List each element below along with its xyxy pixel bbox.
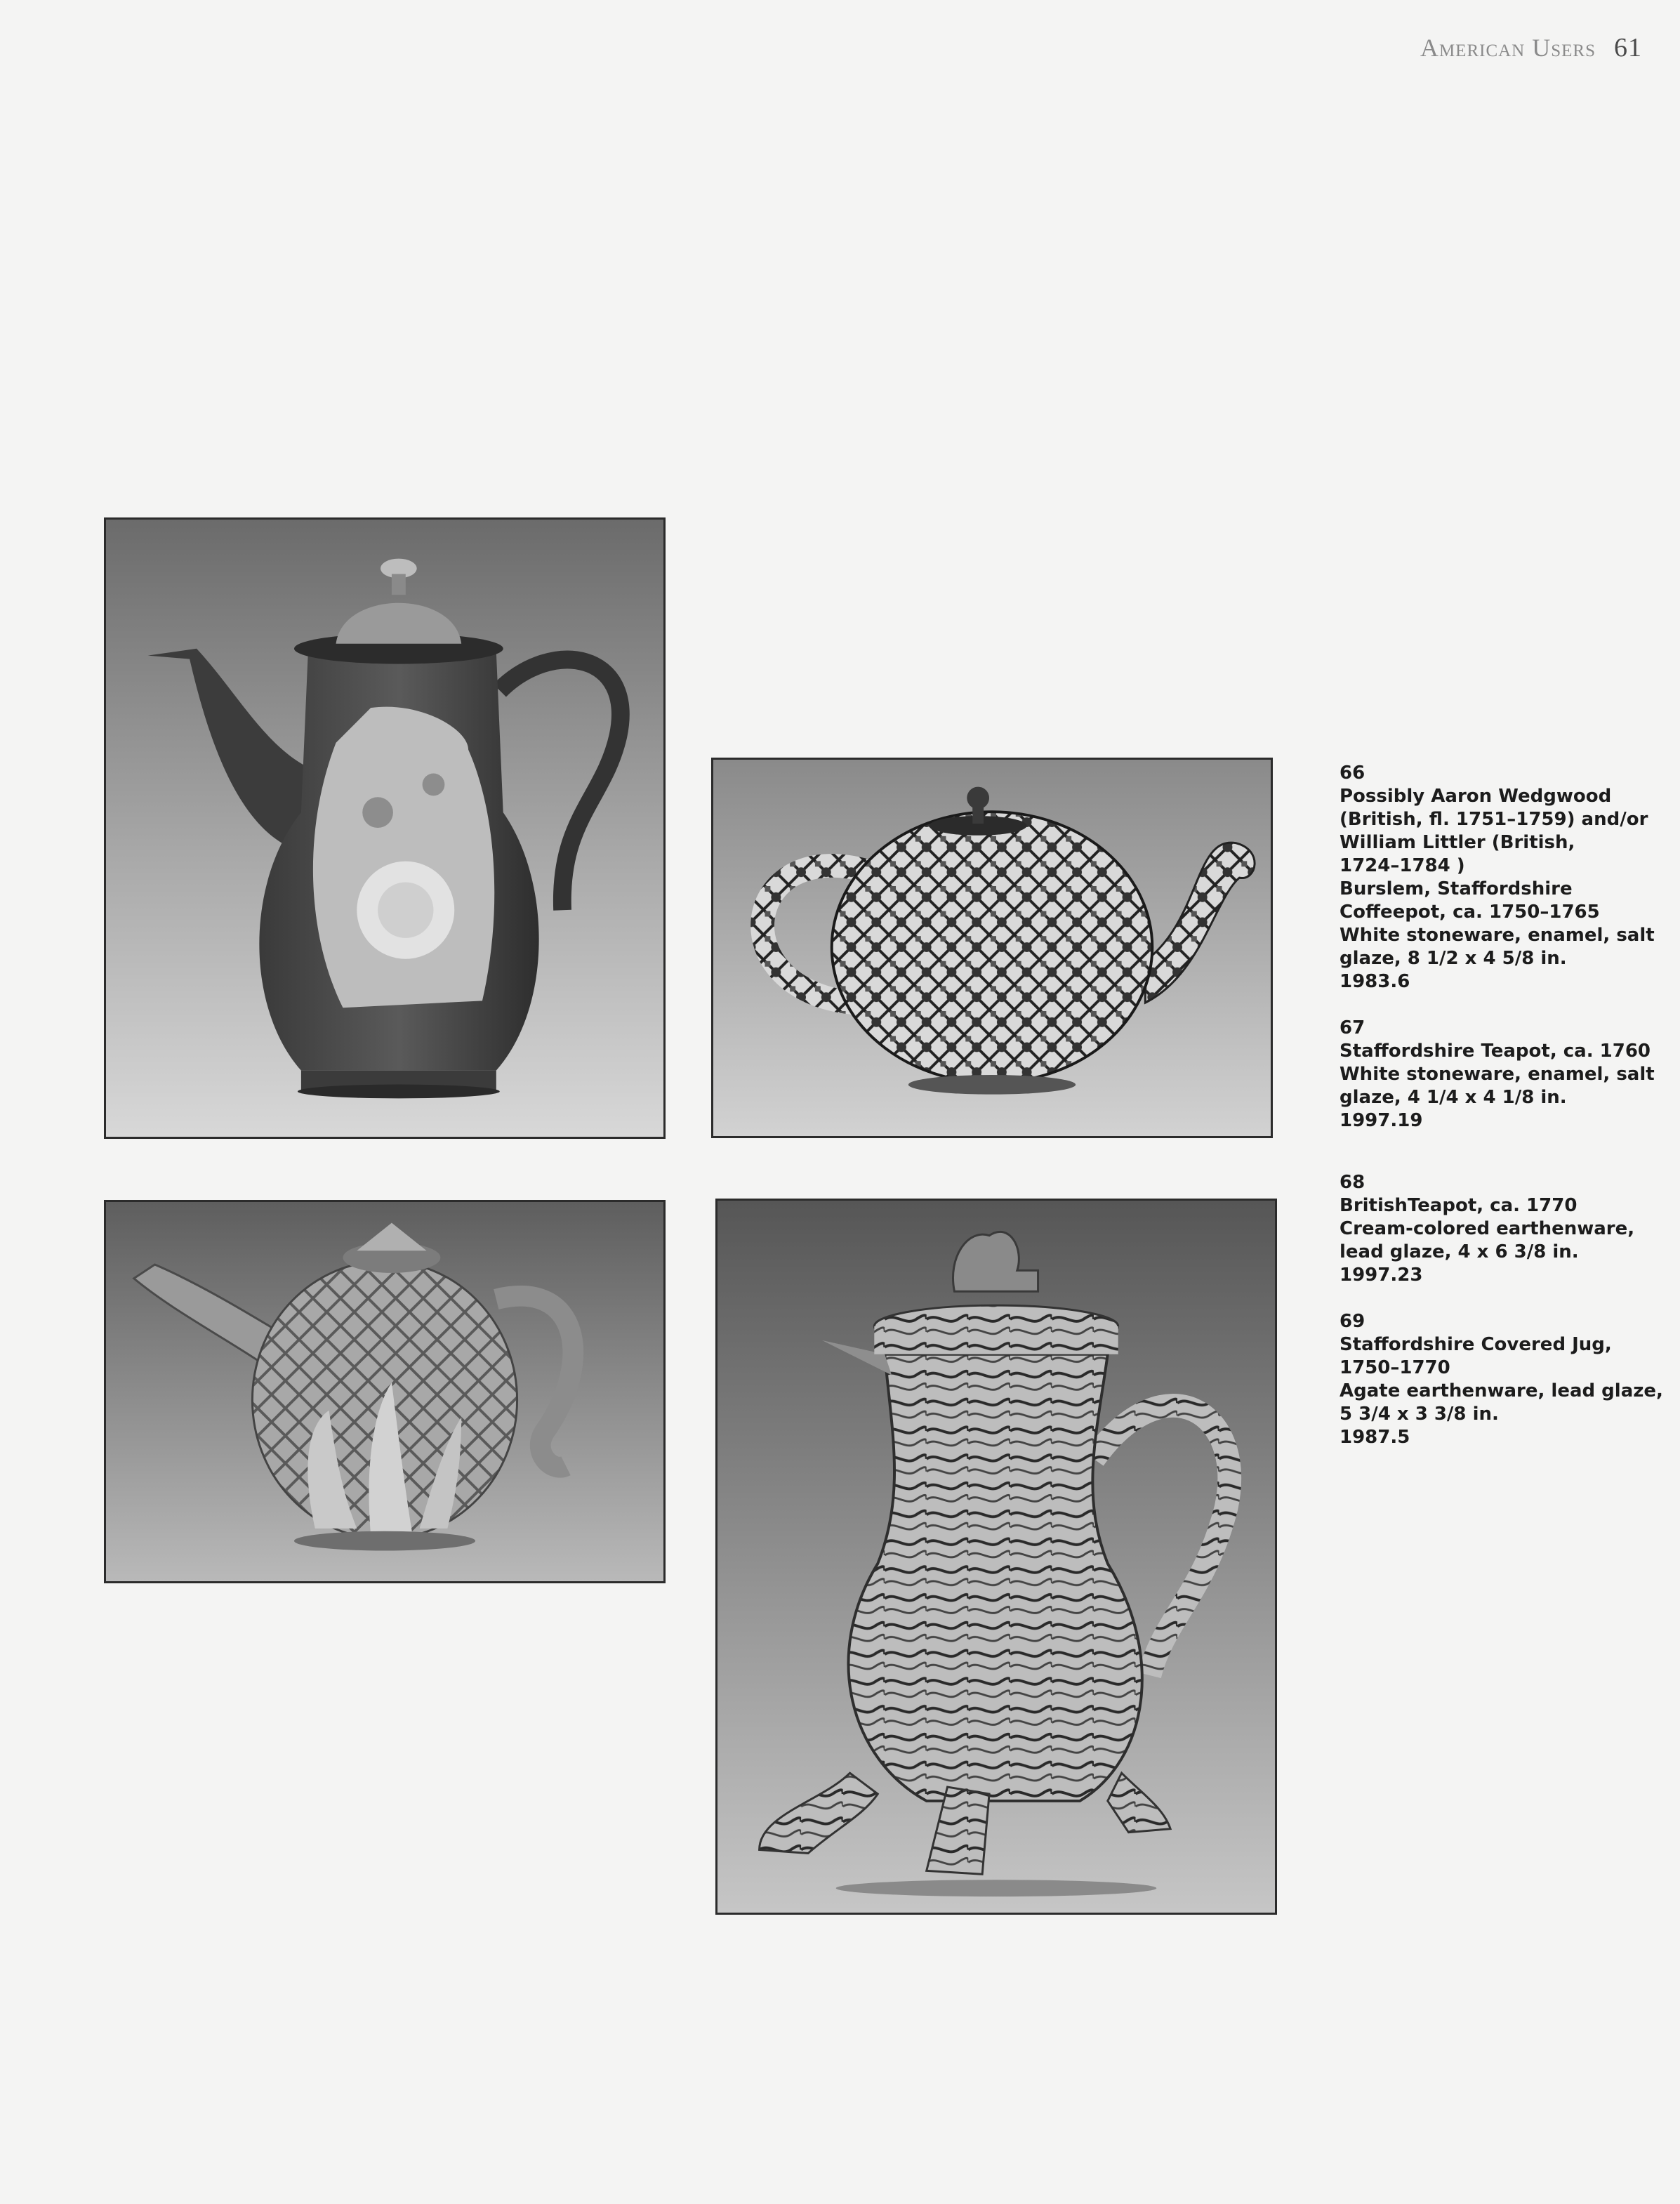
caption-line: glaze, 4 1/4 x 4 1/8 in. <box>1340 1087 1567 1108</box>
accession-number: 1997.23 <box>1340 1265 1423 1286</box>
caption-line: (British, fl. 1751–1759) and/or <box>1340 809 1648 830</box>
accession-number: 1983.6 <box>1340 971 1410 992</box>
catalog-number: 66 <box>1340 763 1365 784</box>
caption-line: lead glaze, 4 x 6 3/8 in. <box>1340 1241 1579 1262</box>
caption-line: 1750–1770 <box>1340 1357 1450 1378</box>
catalog-number: 68 <box>1340 1172 1365 1193</box>
caption-line: Agate earthenware, lead glaze, <box>1340 1380 1663 1401</box>
photo-agate-jug <box>715 1199 1277 1915</box>
photo-coffeepot <box>104 517 666 1139</box>
coffeepot-image <box>106 520 663 1137</box>
catalog-number: 67 <box>1340 1017 1365 1038</box>
pineapple-teapot-image <box>106 1202 663 1581</box>
section-title: American Users <box>1420 34 1596 62</box>
caption-line: Possibly Aaron Wedgwood <box>1340 786 1612 807</box>
caption-68 <box>1340 1171 1662 1287</box>
caption-67 <box>1340 1017 1662 1133</box>
agate-jug-image <box>717 1201 1275 1913</box>
caption-line: Staffordshire Teapot, ca. 1760 <box>1340 1041 1651 1062</box>
caption-69 <box>1340 1310 1662 1449</box>
accession-number: 1987.5 <box>1340 1427 1410 1448</box>
caption-line: White stoneware, enamel, salt <box>1340 925 1655 946</box>
caption-line: glaze, 8 1/2 x 4 5/8 in. <box>1340 948 1567 969</box>
caption-line: 1724–1784 ) <box>1340 855 1465 876</box>
running-head <box>1420 32 1642 63</box>
caption-line: Coffeepot, ca. 1750–1765 <box>1340 902 1600 923</box>
caption-line: Staffordshire Covered Jug, <box>1340 1334 1612 1355</box>
accession-number: 1997.19 <box>1340 1110 1423 1131</box>
caption-line: Burslem, Staffordshire <box>1340 878 1573 899</box>
caption-line: Cream-colored earthenware, <box>1340 1218 1635 1239</box>
page-number: 61 <box>1614 33 1642 62</box>
photo-mosaic-teapot <box>711 758 1273 1138</box>
caption-line: BritishTeapot, ca. 1770 <box>1340 1195 1578 1216</box>
caption-66 <box>1340 762 1662 994</box>
caption-line: 5 3/4 x 3 3/8 in. <box>1340 1404 1499 1425</box>
photo-pineapple-teapot <box>104 1200 666 1583</box>
caption-line: White stoneware, enamel, salt <box>1340 1064 1655 1085</box>
captions-column <box>1340 762 1662 1472</box>
caption-line: William Littler (British, <box>1340 832 1575 853</box>
mosaic-teapot-image <box>713 760 1271 1136</box>
catalog-number: 69 <box>1340 1311 1365 1332</box>
